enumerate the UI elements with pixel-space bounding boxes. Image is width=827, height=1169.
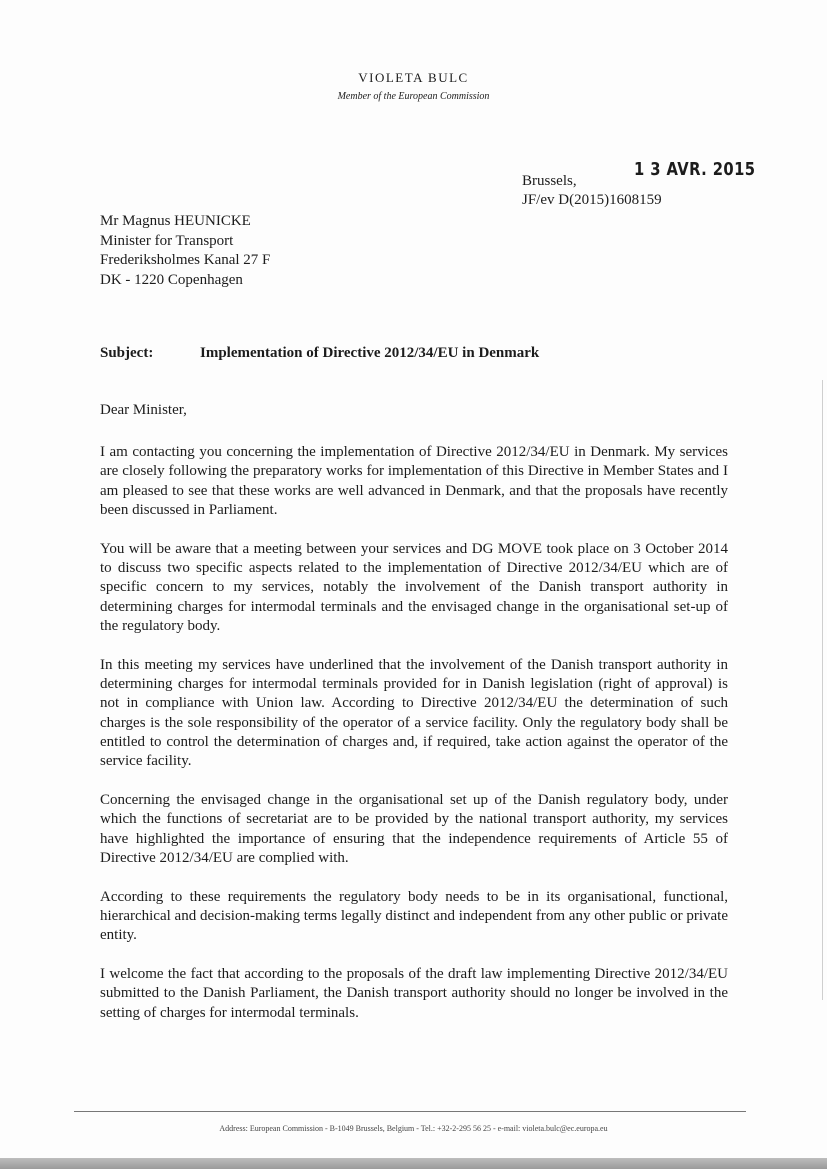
footer-divider: [74, 1111, 746, 1112]
date-stamp: 1 3 AVR. 2015: [634, 159, 756, 180]
recipient-line: DK - 1220 Copenhagen: [100, 271, 243, 288]
subject-text: Implementation of Directive 2012/34/EU in Denmark: [200, 345, 540, 361]
salutation: Dear Minister,: [100, 402, 187, 418]
sender-role: Member of the European Commission: [337, 91, 490, 102]
subject-line: [100, 345, 539, 362]
paragraph: Concerning the envisaged change in the organisational set up of the Danish regulatory body, under which the functions of secretariat are to be provided by the national transport authority, my services have highlighted the importance of ensuring that the independence requirements of Article 55 of Directive 2012/34/EU are complied with.: [100, 791, 728, 866]
recipient-address: [100, 212, 270, 290]
scan-edge: [0, 1158, 827, 1169]
reference-number: JF/ev D(2015)1608159: [522, 192, 662, 208]
letterhead: [0, 70, 827, 102]
recipient-line: Frederiksholmes Kanal 27 F: [100, 252, 271, 268]
paragraph: I am contacting you concerning the implementation of Directive 2012/34/EU in Denmark. My services are closely following the preparatory works for implementation of this Directive in Member States and I am pleased to see that these works are well advanced in Denmark, and that the proposals have recently been discussed in Parliament.: [100, 444, 728, 518]
paragraph: I welcome the fact that according to the proposals of the draft law implementing Directive 2012/34/EU submitted to the Danish Parliament, the Danish transport authority should no longer be involved in the setting of charges for intermodal terminals.: [100, 966, 728, 1021]
footer-address: Address: European Commission - B-1049 Brussels, Belgium - Tel.: +32-2-295 56 25 - e-mail: violeta.bulc@ec.europa.eu: [219, 1124, 608, 1133]
recipient-line: Mr Magnus HEUNICKE: [100, 213, 251, 229]
letter-body: [100, 443, 728, 1042]
paragraph: According to these requirements the regulatory body needs to be in its organisational, functional, hierarchical and decision-making terms legally distinct and independent from any other public or private entity.: [100, 888, 728, 944]
paragraph: In this meeting my services have underlined that the involvement of the Danish transport authority in determining charges for intermodal terminals provided for in Danish legislation (right of approval) is not in compliance with Union law. According to Directive 2012/34/EU the determination of such charges is the sole responsibility of the operator of a service facility. Only the regulatory body shall be entitled to control the determination of charges and, if required, take action against the operator of the service facility.: [100, 656, 728, 770]
recipient-line: Minister for Transport: [100, 232, 234, 249]
sender-name: VIOLETA BULC: [358, 70, 469, 85]
paragraph: You will be aware that a meeting between your services and DG MOVE took place on 3 October 2014 to discuss two specific aspects related to the implementation of Directive 2012/34/EU which are of specific concern to my services, notably the involvement of the Danish transport authority in determining charges for intermodal terminals and the envisaged change in the organisational set-up of the regulatory body.: [100, 540, 728, 634]
subject-label: Subject:: [100, 345, 154, 361]
place: Brussels,: [522, 173, 577, 189]
scan-artifact-line: [822, 380, 823, 1000]
